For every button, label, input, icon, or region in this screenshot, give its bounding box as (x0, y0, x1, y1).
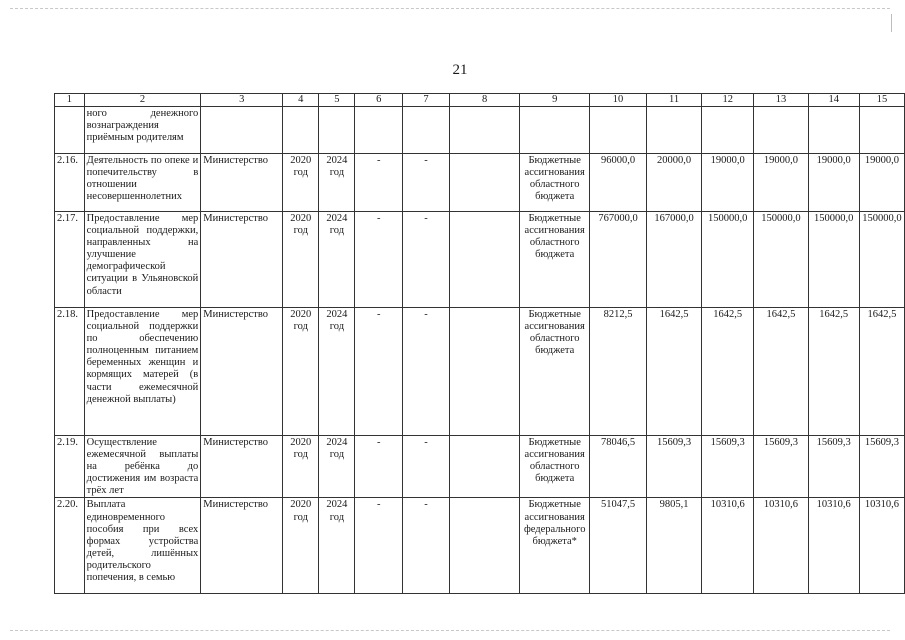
column-header: 14 (808, 94, 859, 107)
header-row (55, 94, 905, 107)
total-amount (590, 107, 647, 154)
total-amount: 767000,0 (590, 212, 647, 308)
executor: Министерство (201, 212, 283, 308)
row-number: 2.16. (55, 154, 85, 212)
col7-value: - (403, 212, 450, 308)
executor: Министерство (201, 436, 283, 498)
year-amount (647, 107, 702, 154)
year-amount (808, 107, 859, 154)
end-year: 2024 год (319, 498, 355, 594)
scan-bottom-edge (10, 630, 890, 631)
year-amount: 10310,6 (859, 498, 904, 594)
column-header: 1 (55, 94, 85, 107)
year-amount: 10310,6 (702, 498, 754, 594)
column-header: 8 (449, 94, 520, 107)
col8-value (449, 154, 520, 212)
funding-source: Бюджетные ассигнования федерального бюджета* (520, 498, 590, 594)
column-header: 13 (754, 94, 808, 107)
table-row (55, 154, 905, 212)
year-amount: 1642,5 (754, 308, 808, 436)
year-amount: 15609,3 (859, 436, 904, 498)
scan-right-edge (891, 14, 892, 32)
column-header: 6 (355, 94, 403, 107)
column-header: 7 (403, 94, 450, 107)
funding-source: Бюджетные ассигнования областного бюджета (520, 212, 590, 308)
start-year (283, 107, 319, 154)
col6-value: - (355, 498, 403, 594)
executor: Министерство (201, 154, 283, 212)
col6-value: - (355, 212, 403, 308)
year-amount: 1642,5 (647, 308, 702, 436)
year-amount: 150000,0 (859, 212, 904, 308)
table-row (55, 212, 905, 308)
col6-value: - (355, 308, 403, 436)
funding-source: Бюджетные ассигнования областного бюджета (520, 308, 590, 436)
measure-description: ного денежного вознаграждения приёмным родителям (84, 107, 201, 154)
col6-value (355, 107, 403, 154)
page-number: 21 (452, 62, 468, 78)
column-header: 4 (283, 94, 319, 107)
col7-value: - (403, 498, 450, 594)
funding-source (520, 107, 590, 154)
col8-value (449, 436, 520, 498)
total-amount: 96000,0 (590, 154, 647, 212)
measure-description: Осуществление ежемесячной выплаты на ребёнка до достижения им возраста трёх лет (84, 436, 201, 498)
col7-value: - (403, 308, 450, 436)
col8-value (449, 212, 520, 308)
year-amount: 9805,1 (647, 498, 702, 594)
row-number: 2.18. (55, 308, 85, 436)
start-year: 2020 год (283, 436, 319, 498)
measure-description: Деятельность по опеке и попечительству в отношении несовершеннолетних (84, 154, 201, 212)
year-amount: 20000,0 (647, 154, 702, 212)
table-row (55, 436, 905, 498)
column-header: 5 (319, 94, 355, 107)
scan-top-edge (10, 8, 890, 9)
col8-value (449, 107, 520, 154)
year-amount (702, 107, 754, 154)
table-row (55, 498, 905, 594)
total-amount: 8212,5 (590, 308, 647, 436)
year-amount (754, 107, 808, 154)
year-amount: 10310,6 (808, 498, 859, 594)
year-amount: 19000,0 (754, 154, 808, 212)
column-header: 2 (84, 94, 201, 107)
year-amount: 1642,5 (808, 308, 859, 436)
year-amount: 15609,3 (702, 436, 754, 498)
start-year: 2020 год (283, 154, 319, 212)
funding-source: Бюджетные ассигнования областного бюджета (520, 436, 590, 498)
row-number: 2.17. (55, 212, 85, 308)
end-year: 2024 год (319, 436, 355, 498)
end-year: 2024 год (319, 308, 355, 436)
measure-description: Предоставление мер социальной поддержки, направленных на улучшение демографической ситуации в Ульяновской области (84, 212, 201, 308)
row-number (55, 107, 85, 154)
col7-value (403, 107, 450, 154)
start-year: 2020 год (283, 308, 319, 436)
year-amount: 1642,5 (859, 308, 904, 436)
total-amount: 51047,5 (590, 498, 647, 594)
row-number: 2.19. (55, 436, 85, 498)
end-year (319, 107, 355, 154)
year-amount: 19000,0 (808, 154, 859, 212)
col7-value: - (403, 154, 450, 212)
col6-value: - (355, 436, 403, 498)
funding-source: Бюджетные ассигнования областного бюджета (520, 154, 590, 212)
column-header: 3 (201, 94, 283, 107)
end-year: 2024 год (319, 154, 355, 212)
col8-value (449, 308, 520, 436)
year-amount: 150000,0 (754, 212, 808, 308)
year-amount: 15609,3 (647, 436, 702, 498)
measure-description: Выплата единовременного пособия при всех формах устройства детей, лишённых родительского попечения, в семью (84, 498, 201, 594)
year-amount: 150000,0 (702, 212, 754, 308)
column-header: 11 (647, 94, 702, 107)
measure-description: Предоставление мер социальной поддержки по обеспечению полноценным питанием беременных женщин и кормящих матерей (в части ежемесячной денежной выплаты) (84, 308, 201, 436)
end-year: 2024 год (319, 212, 355, 308)
column-header: 10 (590, 94, 647, 107)
year-amount (859, 107, 904, 154)
year-amount: 15609,3 (808, 436, 859, 498)
col6-value: - (355, 154, 403, 212)
column-header: 15 (859, 94, 904, 107)
year-amount: 150000,0 (808, 212, 859, 308)
col7-value: - (403, 436, 450, 498)
year-amount: 10310,6 (754, 498, 808, 594)
col8-value (449, 498, 520, 594)
year-amount: 167000,0 (647, 212, 702, 308)
year-amount: 1642,5 (702, 308, 754, 436)
total-amount: 78046,5 (590, 436, 647, 498)
table-row (55, 107, 905, 154)
start-year: 2020 год (283, 498, 319, 594)
executor: Министерство (201, 308, 283, 436)
executor (201, 107, 283, 154)
year-amount: 19000,0 (859, 154, 904, 212)
column-header: 9 (520, 94, 590, 107)
column-header: 12 (702, 94, 754, 107)
executor: Министерство (201, 498, 283, 594)
row-number: 2.20. (55, 498, 85, 594)
start-year: 2020 год (283, 212, 319, 308)
program-table (54, 93, 905, 594)
year-amount: 15609,3 (754, 436, 808, 498)
year-amount: 19000,0 (702, 154, 754, 212)
table-row (55, 308, 905, 436)
